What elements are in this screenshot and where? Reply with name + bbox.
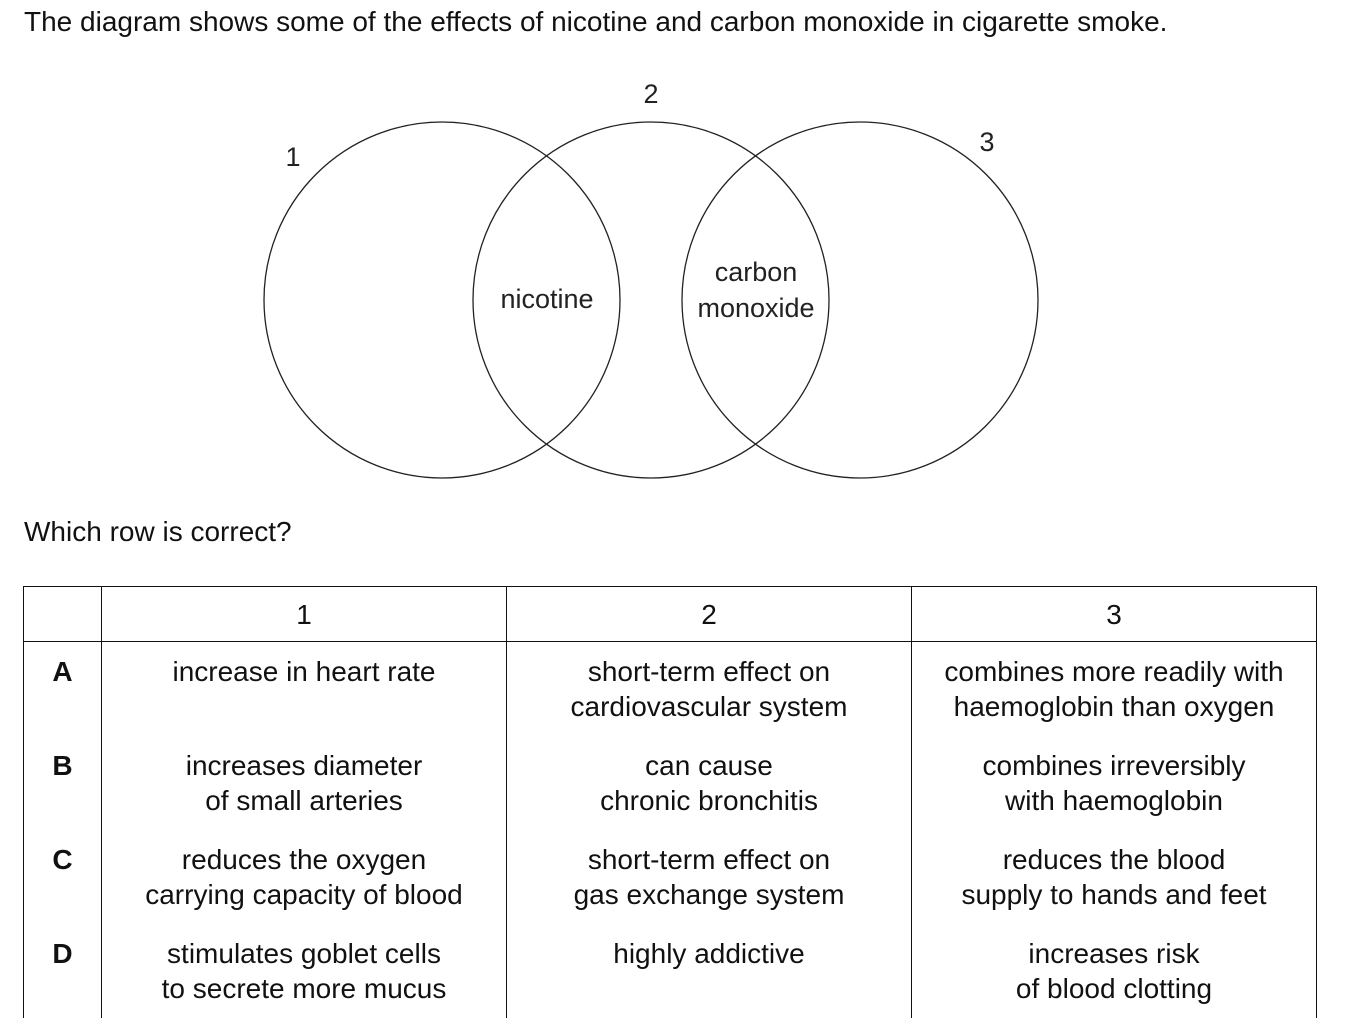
venn-diagram: [0, 0, 1372, 500]
circle-3-label: 3: [979, 127, 995, 157]
cell-line: short-term effect on: [587, 843, 831, 875]
cell-line: combines more readily with: [944, 656, 1284, 687]
cell-line: increases risk: [1028, 937, 1200, 969]
row-cell-3: [912, 642, 1317, 736]
cell-line: gas exchange system: [573, 878, 845, 910]
row-cell-2: [507, 924, 912, 1018]
row-cell-1: [102, 924, 507, 1018]
table-row: [24, 736, 1317, 830]
cell-line: reduces the oxygen: [181, 843, 427, 875]
header-1: 1: [102, 587, 507, 642]
cell-line: can cause: [645, 749, 773, 781]
cell-line: cardiovascular system: [570, 691, 848, 722]
cell-line: of blood clotting: [1015, 972, 1213, 1004]
row-cell-2: [507, 830, 912, 924]
row-cell-3: [912, 924, 1317, 1018]
carbon-monoxide-label-line1: carbon: [714, 257, 798, 287]
row-letter: D: [24, 924, 102, 1018]
cell-line: short-term effect on: [587, 656, 831, 687]
question-text: Which row is correct?: [24, 516, 292, 547]
table-row: [24, 642, 1317, 736]
header-letter: [24, 587, 102, 642]
cell-line: highly addictive: [613, 937, 805, 969]
cell-line: to secrete more mucus: [161, 972, 447, 1004]
cell-line: supply to hands and feet: [961, 878, 1267, 910]
row-letter: B: [24, 736, 102, 830]
cell-line: of small arteries: [205, 784, 403, 816]
carbon-monoxide-label-line2: monoxide: [697, 293, 815, 323]
row-cell-1: [102, 830, 507, 924]
cell-line: haemoglobin than oxygen: [953, 691, 1275, 722]
cell-line: carrying capacity of blood: [145, 878, 463, 910]
table-header-row: [24, 587, 1317, 642]
cell-line: with haemoglobin: [1005, 784, 1223, 816]
table-row: [24, 924, 1317, 1018]
row-cell-3: [912, 830, 1317, 924]
cell-line: reduces the blood: [1002, 843, 1226, 875]
nicotine-label: nicotine: [500, 284, 594, 314]
cell-line: combines irreversibly: [982, 749, 1246, 781]
row-cell-1: [102, 736, 507, 830]
row-letter: A: [24, 642, 102, 736]
cell-line: chronic bronchitis: [600, 784, 818, 816]
row-cell-2: [507, 642, 912, 736]
intro-text: The diagram shows some of the effects of nicotine and carbon monoxide in cigarette smoke.: [24, 6, 1168, 37]
circle-2-label: 2: [643, 79, 659, 109]
cell-line: increases diameter: [185, 749, 423, 781]
cell-line: increase in heart rate: [172, 656, 436, 687]
header-2: 2: [507, 587, 912, 642]
header-3: 3: [912, 587, 1317, 642]
row-cell-3: [912, 736, 1317, 830]
row-letter: C: [24, 830, 102, 924]
row-cell-1: [102, 642, 507, 736]
circle-1-label: 1: [285, 142, 301, 172]
cell-line: stimulates goblet cells: [167, 937, 441, 969]
row-cell-2: [507, 736, 912, 830]
answer-table: [23, 586, 1317, 1018]
table-row: [24, 830, 1317, 924]
